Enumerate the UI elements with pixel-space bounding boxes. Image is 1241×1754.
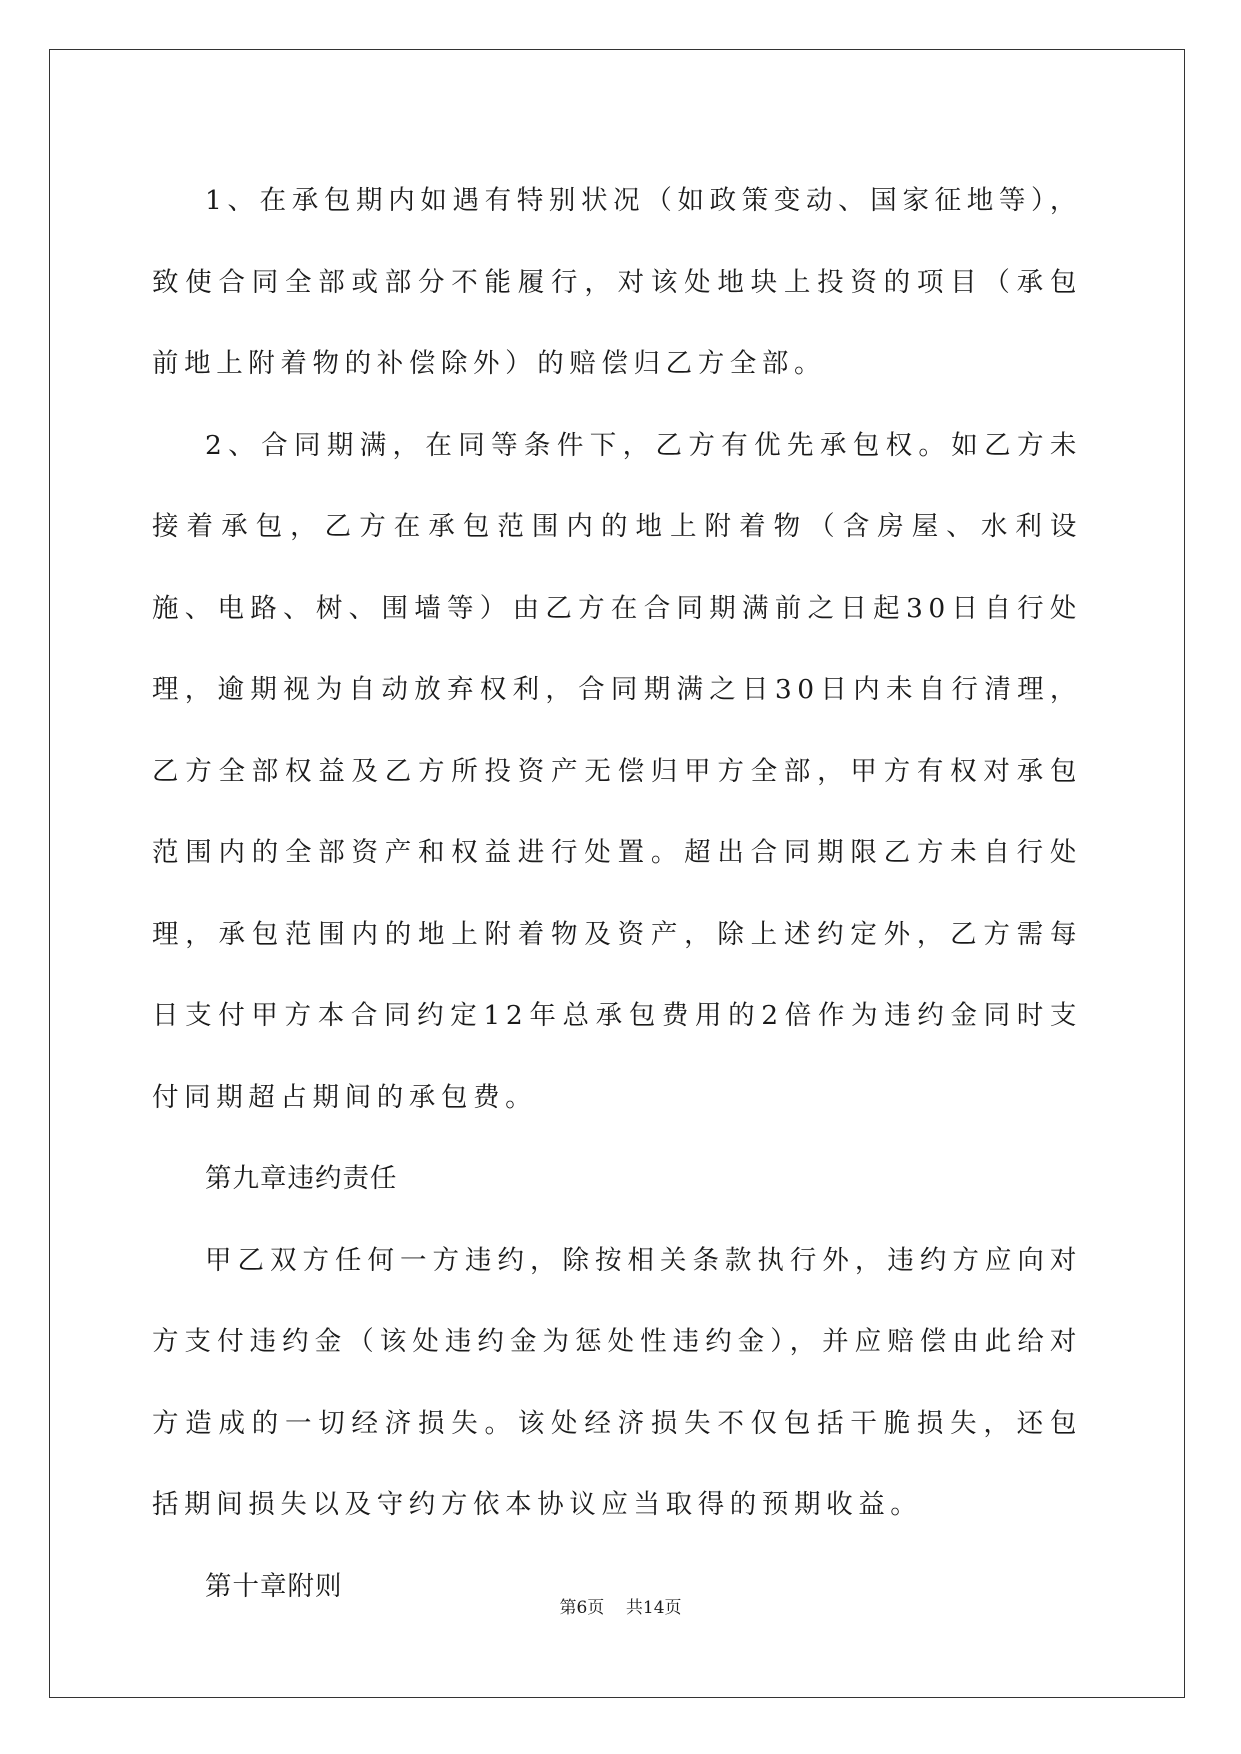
- paragraph-breach-liability: 甲乙双方任何一方违约，除按相关条款执行外，违约方应向对方支付违约金（该处违约金为惩处性违约金），并应赔偿由此给对方造成的一切经济损失。该处经济损失不仅包括干脆损失，还包括期间损失以及守约方依本协议应当取得的预期收益。: [152, 1244, 1082, 1520]
- chapter-heading-supplementary: 第十章附则: [205, 1570, 343, 1602]
- page-number-footer: 第6页 共14页: [559, 1598, 682, 1618]
- document-body: [152, 160, 1082, 1627]
- paragraph-clause-1: 1、在承包期内如遇有特别状况（如政策变动、国家征地等），致使合同全部或部分不能履行，对该处地块上投资的项目（承包前地上附着物的补偿除外）的赔偿归乙方全部。: [152, 185, 1082, 379]
- paragraph-clause-2: 2、合同期满，在同等条件下，乙方有优先承包权。如乙方未接着承包，乙方在承包范围内的地上附着物（含房屋、水利设施、电路、树、围墙等）由乙方在合同期满前之日起30日自行处理，逾期视为自动放弃权利，合同期满之日30日内未自行清理，乙方全部权益及乙方所投资产无偿归甲方全部，甲方有权对承包范围内的全部资产和权益进行处置。超出合同期限乙方未自行处理，承包范围内的地上附着物及资产，除上述约定外，乙方需每日支付甲方本合同约定12年总承包费用的2倍作为违约金同时支付同期超占期间的承包费。: [152, 429, 1082, 1113]
- chapter-heading-breach-liability: 第九章违约责任: [205, 1163, 398, 1194]
